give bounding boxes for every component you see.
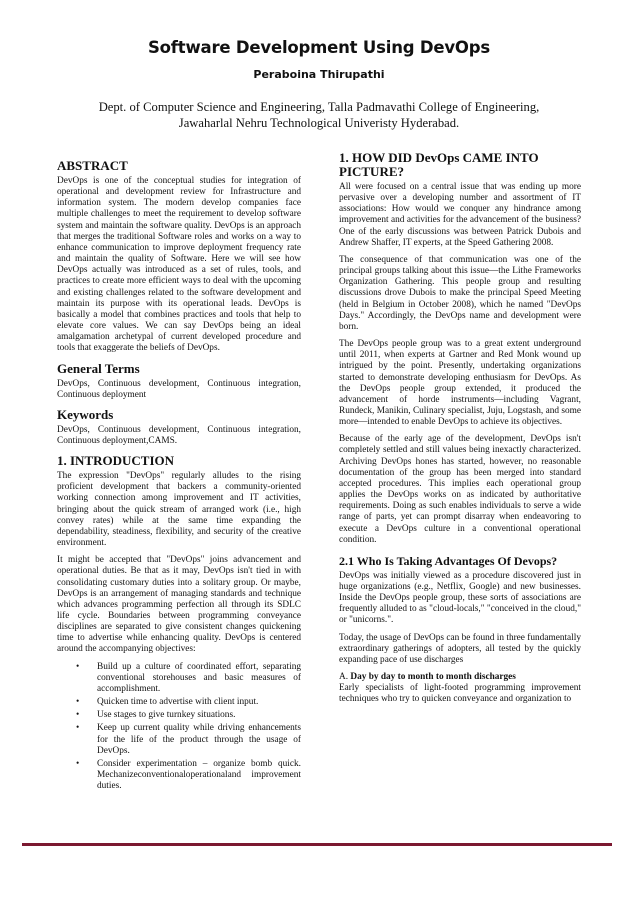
list-item: • Build up a culture of coordinated effort, separating conventional storehouses and basic measures of accomplishment. <box>97 662 301 695</box>
abstract-text: DevOps is one of the conceptual studies for integration of operational and development review for Infrastructure and information system. The modern develop companies face multiple challenges to meet the requirement to develop software system and maintain the software quality. DevOps is an approach that merges the traditional Software roles and works on a way to enhance communication to improve deployment frequency rate and maintain the quality of Software. Here we will see how DevOps actually was introduced as a set of rules, tools, and practices to create more efficient ways to deal with the upcoming and existing challenges related to the software development and maintain its purpose with its operational leads. DevOps is basically a model that combines practices and tools that help to elevate core values. We can say DevOps being an ideal amalgamation archetypal of current developed procedure and tools that exaggerate the beliefs of DevOps. <box>57 176 301 354</box>
introduction-paragraph-1: The expression "DevOps" regularly alludes to the rising proficient development that backers a community-oriented working connection among improvement and IT activities, bringing about the quick stream of arranged work (i.e., high convey rates) while at the same time expanding the dependability, steadiness, flexibility, and security of the creative environment. <box>57 471 301 549</box>
affiliation <box>90 99 548 131</box>
keywords-heading: Keywords <box>57 406 114 422</box>
general-terms-text: DevOps, Continuous development, Continuous integration, Continuous deployment <box>57 378 301 400</box>
list-item: • Quicken time to advertise with client input. <box>97 697 301 708</box>
affiliation-line-2: Jawaharlal Nehru Technological Univeristy Hyderabad. <box>178 116 460 130</box>
introduction-heading: 1. INTRODUCTION <box>57 453 175 469</box>
label-a-title: Day by day to month to month discharges <box>350 672 516 683</box>
general-terms-heading: General Terms <box>57 360 140 376</box>
right-column <box>339 151 581 712</box>
subsection-label-a <box>339 672 581 683</box>
author-name: Peraboina Thirupathi <box>253 68 385 81</box>
origin-paragraph-3: The DevOps people group was to a great extent underground until 2011, when experts at Gartner and Red Monk wound up intrigued by the point. Presently, undertaking organizations started to demonstrate developing enthusiasm for DevOps. As the DevOps people group extended, it produced the advancement of horde instruments—including Vagrant, Rundeck, Manikin, Culinary specialist, Juju, Logstash, and some more—intended to enable DevOps to achieve its objectives. <box>339 339 581 428</box>
objectives-list <box>57 662 301 793</box>
footer-rule <box>22 843 612 846</box>
list-item: • Consider experimentation – organize bomb quick. Mechanizeconventionaloperationaland improvement duties. <box>97 759 301 792</box>
left-column <box>57 151 301 794</box>
adopters-paragraph-3: Early specialists of light-footed programming improvement techniques who try to quicken conveyance and organization to <box>339 683 581 705</box>
abstract-heading: ABSTRACT <box>57 158 128 173</box>
affiliation-line-1: Dept. of Computer Science and Engineering, Talla Padmavathi College of Engineering, <box>98 100 540 114</box>
origin-paragraph-1: All were focused on a central issue that was ending up more pervasive over a developing number and assortment of IT associations: How would we conquer any hindrance among improvement and activities for the advancement of the business? One of the early discussions was between Patrick Dubois and Andrew Shaffer, IT experts, at the Speed Gathering 2008. <box>339 182 581 248</box>
label-a-prefix: A. <box>339 672 351 683</box>
list-item: • Use stages to give turnkey situations. <box>97 710 301 721</box>
subsection-heading-adopters: 2.1 Who Is Taking Advantages Of Devops? <box>339 553 558 568</box>
section-heading-origin: 1. HOW DID DevOps CAME INTO PICTURE? <box>339 150 539 179</box>
keywords-text: DevOps, Continuous development, Continuous integration, Continuous deployment,CAMS. <box>57 424 301 446</box>
adopters-paragraph-1: DevOps was initially viewed as a procedure discovered just in huge organizations (e.g., Netflix, Google) and new businesses. Inside the DevOps people group, these sorts of associations are frequently alluded to as "cloud-locals," "conceived in the cloud," or "unicorns.". <box>339 570 581 626</box>
list-item: • Keep up current quality while driving enhancements for the life of the product through the usage of DevOps. <box>97 723 301 756</box>
introduction-paragraph-2: It might be accepted that "DevOps" joins advancement and operational duties. Be that as it may, DevOps isn't tied in with consolidating customary duties into a solitary group. Or maybe, DevOps is an arrangement of managing standards and technique which advances programming perfection all through its SDLC life cycle. Boundaries between programming conveyance disciplines are separated to give consistent changes quickening time to advertise while enhancing quality. DevOps is centered around the accompanying objectives: <box>57 555 301 655</box>
origin-paragraph-2: The consequence of that communication was one of the principal groups talking about this issue—the Lithe Frameworks Organization Gathering. This people group and resulting discussions drove Dubois to make the principal Speed Meeting (held in Belgium in October 2008), which he named "DevOps Days." Accordingly, the DevOps name and development were born. <box>339 254 581 332</box>
paper-title: Software Development Using DevOps <box>147 38 490 57</box>
adopters-paragraph-2: Today, the usage of DevOps can be found in three fundamentally extraordinary gatherings of adopters, all tested by the quickly expanding pace of use discharges <box>339 632 581 665</box>
origin-paragraph-4: Because of the early age of the development, DevOps isn't completely settled and still values being inexactly characterized. Archiving DevOps hones has started, however, no reasonable documentation of the group has been merged into standard accepted procedures. This implies each operational group applies the DevOps works on as indicated by authoritative requirements. Doing as such enables individuals to serve a wide range of parts, yet can prompt disarray when endeavoring to execute a DevOps culture in a conventional operational condition. <box>339 434 581 545</box>
